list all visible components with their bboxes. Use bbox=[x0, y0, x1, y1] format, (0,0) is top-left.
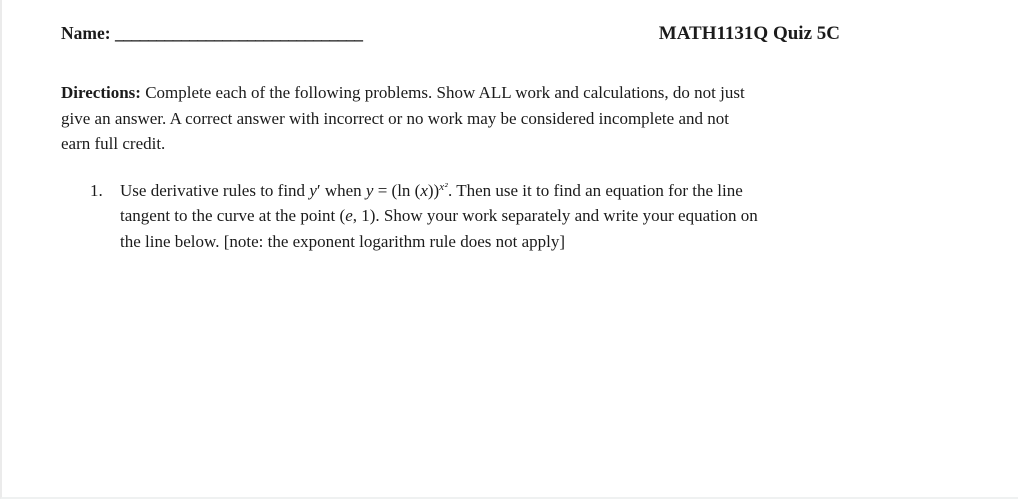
quiz-title: MATH1131Q Quiz 5C bbox=[658, 23, 840, 44]
name-blank-line: ______________________________ bbox=[114, 23, 363, 43]
math-exponent: x² bbox=[439, 180, 448, 193]
name-label: Name: bbox=[61, 23, 111, 43]
directions-line-1-text: Complete each of the following problems. Show ALL work and calculations, do not just bbox=[140, 83, 745, 102]
problem-text-segment: , 1). Show your work separately and write your equation on bbox=[352, 206, 758, 226]
math-variable-y: y bbox=[309, 180, 317, 200]
math-variable-x: x bbox=[420, 180, 428, 200]
problem-1-line-2 bbox=[120, 203, 950, 229]
math-prime-symbol: ′ bbox=[316, 180, 321, 200]
math-constant-e: e bbox=[345, 206, 353, 226]
name-row bbox=[61, 23, 362, 44]
directions-line-1 bbox=[61, 80, 941, 106]
directions-paragraph bbox=[61, 80, 941, 157]
problem-1-line-1 bbox=[120, 178, 950, 204]
problem-text-segment: when bbox=[320, 180, 366, 200]
directions-line-3: earn full credit. bbox=[61, 134, 166, 154]
quiz-header bbox=[61, 23, 1018, 45]
problem-1-text bbox=[120, 178, 950, 255]
problem-1 bbox=[61, 178, 1018, 255]
directions-line-2: give an answer. A correct answer with incorrect or no work may be considered incomplete and not bbox=[61, 108, 729, 128]
problem-text-segment: Use derivative rules to find bbox=[120, 180, 310, 200]
problem-text-segment: tangent to the curve at the point ( bbox=[120, 206, 346, 226]
directions-label: Directions: bbox=[61, 83, 141, 102]
problem-1-number: 1. bbox=[90, 180, 103, 200]
problem-1-line-3: the line below. [note: the exponent logarithm rule does not apply] bbox=[120, 231, 566, 251]
math-equation-segment: = (ln ( bbox=[373, 180, 421, 200]
problem-text-segment: . Then use it to find an equation for the line bbox=[448, 180, 743, 200]
math-equation-segment: )) bbox=[427, 180, 440, 200]
math-variable-y: y bbox=[365, 180, 374, 200]
